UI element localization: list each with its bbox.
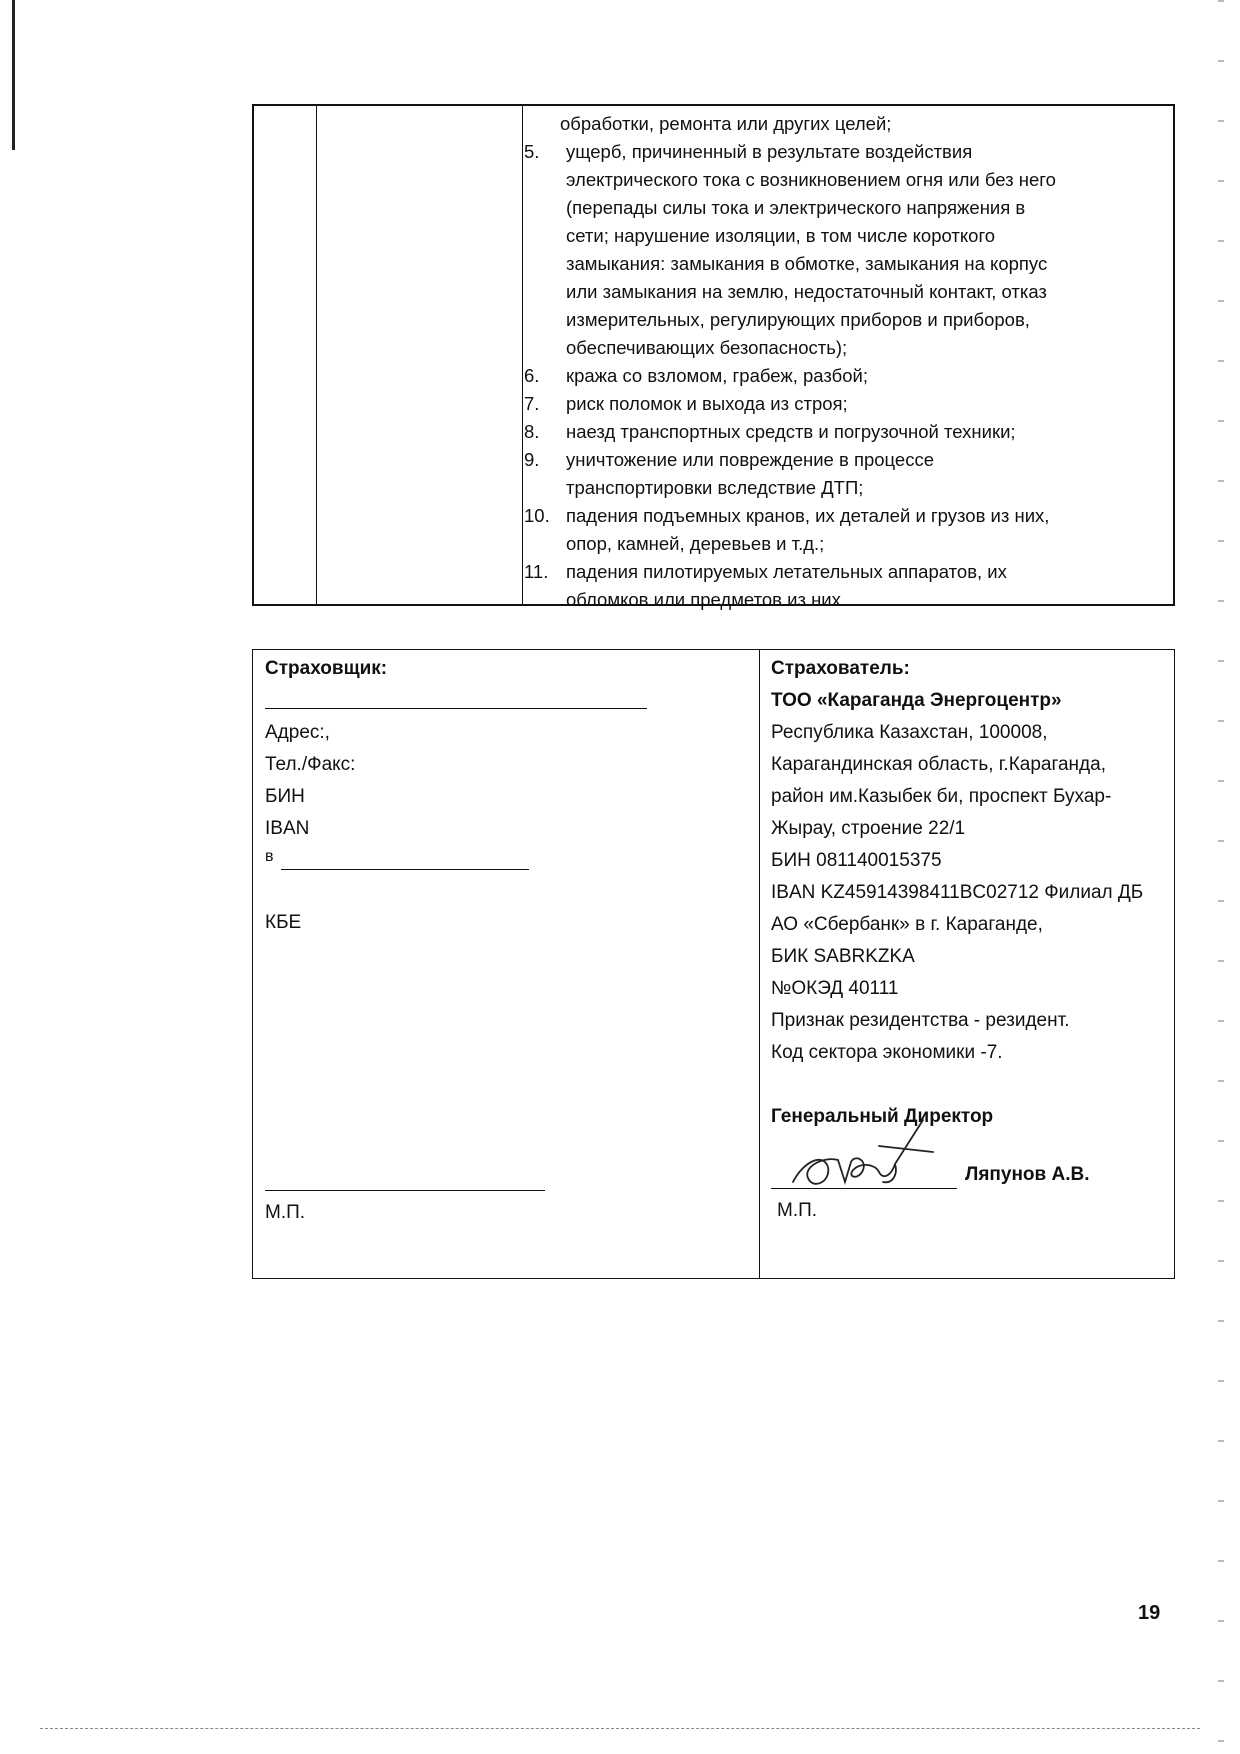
risk-item xyxy=(524,418,1164,446)
insured-signature-underline xyxy=(771,1188,957,1189)
insured-residency: Признак резидентства - резидент. xyxy=(771,1010,1070,1031)
requisites-table xyxy=(252,649,1175,1279)
risk-item-line: (перепады силы тока и электрического напряжения в xyxy=(566,197,1026,218)
signatory-title: Генеральный Директор xyxy=(771,1106,994,1127)
insurer-kbe-label: КБЕ xyxy=(265,912,302,933)
insurer-signature-underline xyxy=(265,1190,545,1191)
insurer-address-label: Адрес:, xyxy=(265,722,330,743)
insured-address-line: Республика Казахстан, 100008, xyxy=(771,722,1048,743)
risk-item xyxy=(524,138,1164,362)
insured-oked: №ОКЭД 40111 xyxy=(771,978,899,999)
risk-item-number: 5. xyxy=(524,141,540,162)
insurer-phone-label: Тел./Факс: xyxy=(265,754,356,775)
insurer-bank-prefix: в xyxy=(265,848,274,865)
insurer-bank-underline xyxy=(281,869,529,870)
risk-item-line: измерительных, регулирующих приборов и приборов, xyxy=(566,309,1030,330)
risk-item-text xyxy=(560,418,1164,446)
risk-item-line: кража со взломом, грабеж, разбой; xyxy=(566,365,869,386)
risk-item-line: или замыкания на землю, недостаточный контакт, отказ xyxy=(566,281,1047,302)
insurer-bin-label: БИН xyxy=(265,786,305,807)
risk-item-text xyxy=(560,138,1164,362)
risk-item-text xyxy=(560,362,1164,390)
insured-bin: БИН 081140015375 xyxy=(771,850,942,871)
insured-heading: Страхователь: xyxy=(771,658,910,679)
scan-edge-ticks xyxy=(1218,0,1224,1754)
risk-item-number: 10. xyxy=(524,505,550,526)
insurer-heading: Страховщик: xyxy=(265,658,388,679)
risk-item-line: падения пилотируемых летательных аппаратов, их xyxy=(566,561,1007,582)
risk-item-line: обломков или предметов из них. xyxy=(566,589,847,610)
risk-continuation: обработки, ремонта или других целей; xyxy=(560,113,892,134)
insured-sector-code: Код сектора экономики -7. xyxy=(771,1042,1003,1063)
risk-item-line: обеспечивающих безопасность); xyxy=(566,337,848,358)
risk-item-line: ущерб, причиненный в результате воздействия xyxy=(566,141,973,162)
risk-item xyxy=(524,362,1164,390)
risk-item xyxy=(524,558,1164,614)
risk-items xyxy=(524,138,1164,614)
insured-bik: БИК SABRKZKA xyxy=(771,946,915,967)
insured-iban-line: IBAN KZ45914398411BC02712 Филиал ДБ xyxy=(771,882,1144,903)
risk-item-line: падения подъемных кранов, их деталей и грузов из них, xyxy=(566,505,1050,526)
insured-company: ТОО «Караганда Энергоцентр» xyxy=(771,690,1062,711)
risk-item-number: 11. xyxy=(524,561,549,582)
risk-item-number: 7. xyxy=(524,393,540,414)
insured-address-line: район им.Казыбек би, проспект Бухар- xyxy=(771,786,1112,807)
insurer-stamp-label: М.П. xyxy=(265,1202,306,1223)
risk-item-text xyxy=(560,502,1164,558)
scan-bottom-line xyxy=(40,1728,1200,1729)
page-number: 19 xyxy=(1138,1602,1161,1624)
risk-item-number: 6. xyxy=(524,365,540,386)
risk-item-text xyxy=(560,446,1164,502)
risk-item-line: электрического тока с возникновением огня или без него xyxy=(566,169,1056,190)
insured-stamp-label: М.П. xyxy=(777,1200,818,1221)
risk-item-line: сети; нарушение изоляции, в том числе короткого xyxy=(566,225,996,246)
risk-item-line: уничтожение или повреждение в процессе xyxy=(566,449,935,470)
risk-item-line: риск поломок и выхода из строя; xyxy=(566,393,848,414)
table-column-divider xyxy=(316,106,317,604)
scan-edge-mark xyxy=(12,0,15,150)
risk-list xyxy=(524,110,1164,614)
risk-item-line: опор, камней, деревьев и т.д.; xyxy=(566,533,825,554)
insurer-name-underline xyxy=(265,708,647,709)
insured-address-line: Жырау, строение 22/1 xyxy=(771,818,966,839)
risk-item-number: 9. xyxy=(524,449,540,470)
risk-item-line: транспортировки вследствие ДТП; xyxy=(566,477,864,498)
insured-address-line: Карагандинская область, г.Караганда, xyxy=(771,754,1106,775)
risk-item-text xyxy=(560,390,1164,418)
risk-item xyxy=(524,390,1164,418)
table-column-divider xyxy=(522,106,523,604)
risk-item-number: 8. xyxy=(524,421,540,442)
insurer-iban-label: IBAN xyxy=(265,818,310,839)
risk-item-line: наезд транспортных средств и погрузочной техники; xyxy=(566,421,1016,442)
risk-item-text xyxy=(560,558,1164,614)
signatory-name: Ляпунов А.В. xyxy=(965,1164,1090,1185)
insured-iban-line: АО «Сбербанк» в г. Караганде, xyxy=(771,914,1043,935)
requisites-divider xyxy=(759,650,760,1278)
risk-item xyxy=(524,502,1164,558)
risks-table xyxy=(252,104,1175,610)
risk-item xyxy=(524,446,1164,502)
risk-item-line: замыкания: замыкания в обмотке, замыкания на корпус xyxy=(566,253,1048,274)
